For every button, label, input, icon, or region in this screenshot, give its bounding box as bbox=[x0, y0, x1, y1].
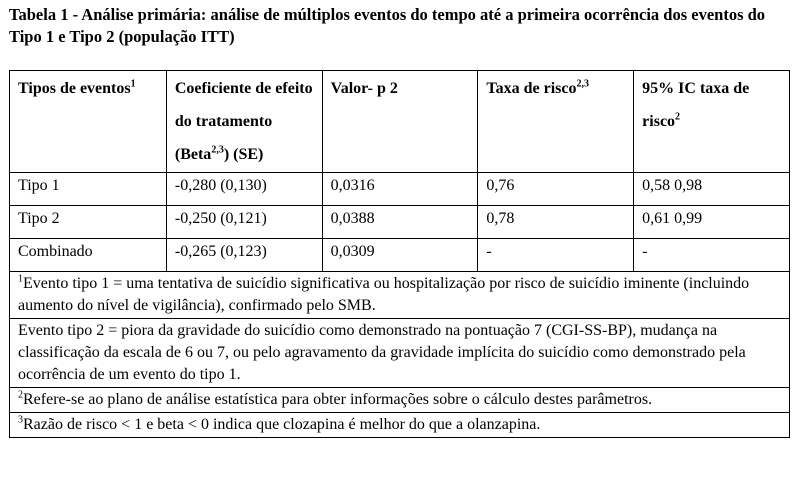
cell-type: Tipo 1 bbox=[10, 173, 167, 206]
results-table bbox=[9, 70, 790, 438]
header-p-value-label: Valor- p 2 bbox=[330, 80, 398, 97]
cell-coef: -0,280 (0,130) bbox=[166, 173, 322, 206]
header-coefficient-sup: 2,3 bbox=[211, 144, 224, 156]
cell-ci: - bbox=[634, 239, 790, 272]
header-coefficient-label-b: ) (SE) bbox=[223, 146, 264, 163]
note-row bbox=[10, 319, 790, 388]
cell-rate: 0,78 bbox=[478, 206, 634, 239]
cell-coef: -0,265 (0,123) bbox=[166, 239, 322, 272]
note-3 bbox=[10, 388, 790, 413]
header-row bbox=[10, 71, 790, 173]
header-ci-label: 95% IC taxa de risco bbox=[642, 80, 750, 130]
cell-p: 0,0309 bbox=[322, 239, 478, 272]
header-event-types bbox=[10, 71, 167, 173]
header-coefficient-label-a: Coeficiente de efeito do tratamento (Beta bbox=[174, 80, 313, 163]
note-1-text: Evento tipo 1 = uma tentativa de suicídio significativa ou hospitalização por risco de suicídio iminente (incluindo aumento do nível de vigilância), confirmado pelo SMB. bbox=[18, 275, 750, 314]
note-3-text: Refere-se ao plano de análise estatística para obter informações sobre o cálculo destes parâmetros. bbox=[23, 391, 653, 408]
cell-coef: -0,250 (0,121) bbox=[166, 206, 322, 239]
note-4-text: Razão de risco < 1 e beta < 0 indica que clozapina é melhor do que a olanzapina. bbox=[23, 416, 541, 433]
cell-rate: - bbox=[478, 239, 634, 272]
header-event-types-label: Tipos de eventos bbox=[18, 80, 131, 97]
cell-rate: 0,76 bbox=[478, 173, 634, 206]
cell-type: Tipo 2 bbox=[10, 206, 167, 239]
note-row bbox=[10, 413, 790, 438]
cell-type: Combinado bbox=[10, 239, 167, 272]
note-1-sup: 1 bbox=[18, 273, 23, 285]
note-2-text: Evento tipo 2 = piora da gravidade do suicídio como demonstrado na pontuação 7 (CGI-SS-BP), mudança na classificação da escala de 6 ou 7, ou pelo agravamento da gravidade implícita do suicídio como demonstrado pela ocorrência de um evento do tipo 1. bbox=[18, 322, 746, 383]
header-event-types-sup: 1 bbox=[130, 78, 136, 90]
cell-ci: 0,58 0,98 bbox=[634, 173, 790, 206]
header-p-value bbox=[322, 71, 478, 173]
note-1 bbox=[10, 272, 790, 319]
note-3-sup: 2 bbox=[18, 389, 23, 401]
note-4 bbox=[10, 413, 790, 438]
header-ci-sup: 2 bbox=[675, 111, 681, 123]
table-row bbox=[10, 173, 790, 206]
note-2 bbox=[10, 319, 790, 388]
header-risk-rate-label: Taxa de risco bbox=[486, 80, 577, 97]
header-risk-rate bbox=[478, 71, 634, 173]
note-4-sup: 3 bbox=[18, 414, 23, 426]
table-row bbox=[10, 206, 790, 239]
table-caption: Tabela 1 - Análise primária: análise de múltiplos eventos do tempo até a primeira ocorrência dos eventos do Tipo 1 e Tipo 2 (população ITT) bbox=[9, 5, 766, 46]
cell-p: 0,0388 bbox=[322, 206, 478, 239]
cell-ci: 0,61 0,99 bbox=[634, 206, 790, 239]
header-ci bbox=[634, 71, 790, 173]
note-row bbox=[10, 272, 790, 319]
header-coefficient bbox=[166, 71, 322, 173]
header-risk-rate-sup: 2,3 bbox=[576, 78, 589, 90]
note-row bbox=[10, 388, 790, 413]
table-row bbox=[10, 239, 790, 272]
cell-p: 0,0316 bbox=[322, 173, 478, 206]
